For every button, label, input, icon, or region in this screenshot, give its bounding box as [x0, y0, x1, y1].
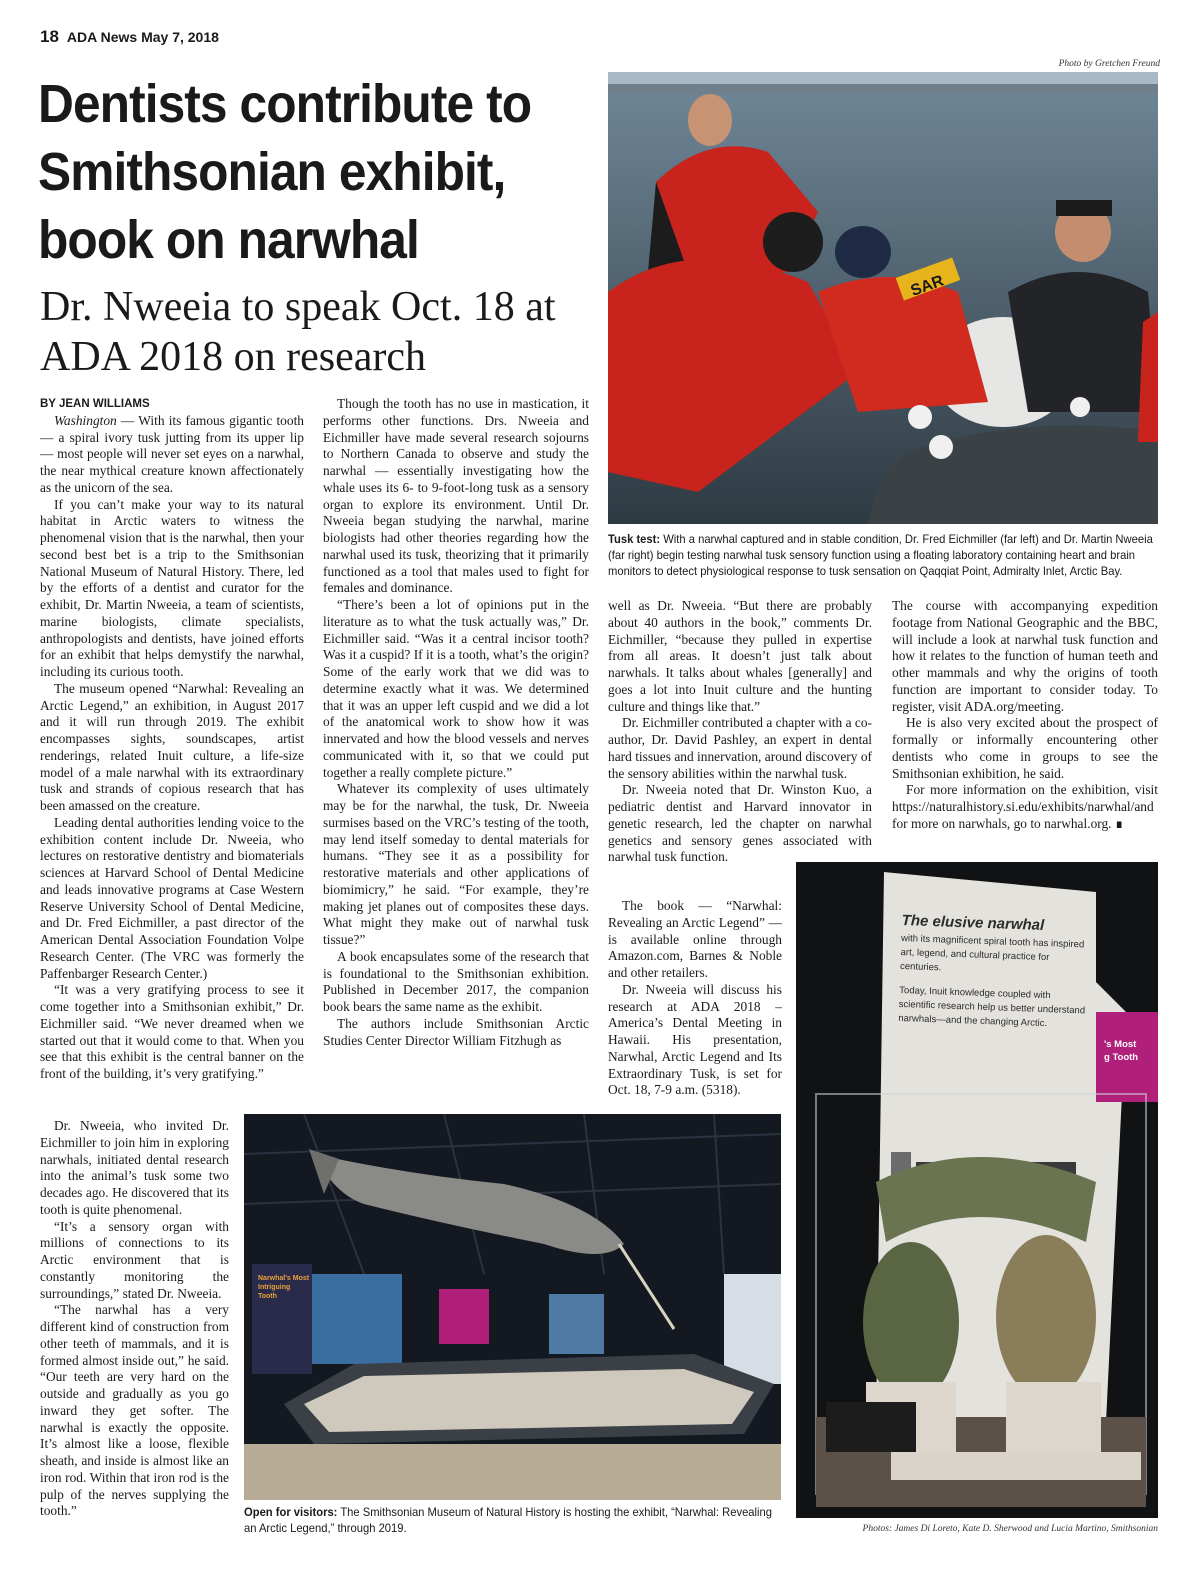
- paragraph: Dr. Nweeia, who invited Dr. Eichmiller to join him in exploring narwhals, initiated dental research into the animal’s tusk some two decades ago. He discovered that its tooth is quite phenomenal.: [40, 1118, 229, 1217]
- publication-date: ADA News May 7, 2018: [66, 29, 219, 45]
- paragraph: For more information on the exhibition, visit https://naturalhistory.si.edu/exhibits/narwhal/and for more on narwhals, go to narwhal.org. ∎: [892, 782, 1158, 831]
- caption-text: With a narwhal captured and in stable condition, Dr. Fred Eichmiller (far left) and Dr. Martin Nweeia (far right) begin testing narwhal tusk sensory function using a floating laboratory containing heart and brain monitors to detect physiological response to tusk sensation on Qaqqiat Point, Admiralty Inlet, Arctic Bay.: [608, 532, 1153, 578]
- exhibit-sign-text: [898, 912, 1092, 1033]
- paragraph: Dr. Nweeia will discuss his research at ADA 2018 – America’s Dental Meeting in Hawaii. His presentation, Narwhal, Arctic Legend and Its Extraordinary Tusk, is set for Oct. 18, 7-9 a.m. (5318).: [608, 981, 782, 1098]
- paragraph: Dr. Nweeia noted that Dr. Winston Kuo, a pediatric dentist and Harvard innovator in genetic research, led the chapter on narwhal genetics and sensory genes associated with narwhal tusk function.: [608, 782, 872, 865]
- tusk-test-photo: [608, 72, 1158, 524]
- caption-text: The Smithsonian Museum of Natural History is hosting the exhibit, “Narwhal: Revealing an Arctic Legend,” through 2019.: [244, 1505, 772, 1535]
- paragraph: Though the tooth has no use in mastication, it performs other functions. Drs. Nweeia and Eichmiller have made several research sojourns to Northern Canada to observe and study the narwhal — essentially investigating how the whale uses its 6- to 9-foot-long tusk as a sensory organ to explore its environment. Until Dr. Nweeia began studying the narwhal, marine biologists had other theories regarding how the narwhal used its tusk, theorizing that it primarily functioned as a tool that males used to fight for females and dominance.: [323, 396, 589, 596]
- paragraph: Whatever its complexity of uses ultimately may be for the narwhal, the tusk, Dr. Nweeia surmises based on the VRC’s testing of the tooth, may lend itself someday to dental materials for humans. “They see it as a possibility for restorative materials and other applications of biomimicry,” he said. “For example, they’re making jet planes out of composites these days. What might they make out of narwhal tusk tissue?”: [323, 781, 589, 947]
- article-column-1: [40, 396, 304, 1083]
- bottom-photo-credit: Photos: James Di Loreto, Kate D. Sherwood and Lucia Martino, Smithsonian: [862, 1524, 1158, 1534]
- exhibit-sculpture-photo: [796, 862, 1158, 1518]
- paragraph: well as Dr. Nweeia. “But there are probably about 40 authors in the book,” comments Dr. Eichmiller, “because they pulled in expertise from all areas. It doesn’t just talk about narwhals. It talks about whales [generally] and goes a lot into Inuit culture and the hunting culture and things like that.”: [608, 598, 872, 714]
- paragraph: “It’s a sensory organ with millions of connections to its Arctic environment that is constantly monitoring the surroundings,” stated Dr. Nweeia.: [40, 1218, 229, 1301]
- article-column-3-lower: [608, 898, 782, 1099]
- paragraph: “It was a very gratifying process to see it come together into a Smithsonian exhibit,” Dr. Eichmiller said. “We never dreamed when we started out that it would come to that. When you see that this exhibit is the central banner on the front of the building, it’s very gratifying.”: [40, 982, 304, 1081]
- paragraph: Dr. Eichmiller contributed a chapter with a co-author, Dr. David Pashley, an expert in dental hard tissues and innervation, around discovery of the sensory abilities within the narwhal tusk.: [608, 715, 872, 781]
- paragraph: Washington — With its famous gigantic tooth — a spiral ivory tusk jutting from its upper lip — most people will never set eyes on a narwhal, the near mythical creature known affectionately as the unicorn of the sea.: [40, 412, 304, 495]
- page-number: 18: [40, 27, 59, 46]
- article-column-4: [892, 598, 1158, 833]
- paragraph: The authors include Smithsonian Arctic Studies Center Director William Fitzhugh as: [323, 1015, 589, 1048]
- paragraph: He is also very excited about the prospect of formally or informally encountering other dentists who come in groups to see the Smithsonian exhibition, he said.: [892, 715, 1158, 781]
- top-photo-credit: Photo by Gretchen Freund: [1058, 59, 1160, 69]
- paragraph: “The narwhal has a very different kind of construction from other teeth of mammals, and it is formed almost inside out,” he said. “Our teeth are very hard on the outside and gradually as you go inward they get softer. The narwhal is exactly the opposite. It’s almost like a loose, flexible sheath, and inside is almost like an iron rod. Within that iron rod is the pulp of the nerves supplying the tooth.”: [40, 1302, 229, 1519]
- paragraph: The museum opened “Narwhal: Revealing an Arctic Legend,” an exhibition, in August 2017 and it will run through 2019. The exhibit encompasses sights, soundscapes, artist renderings, related Inuit culture, a life-size model of a male narwhal with its extraordinary tusk and strands of copious research that has been amassed on the creature.: [40, 680, 304, 813]
- caption-lead: Open for visitors:: [244, 1505, 338, 1519]
- paragraph: Leading dental authorities lending voice to the exhibition content include Dr. Nweeia, who lectures on restorative dentistry and biomaterials sciences at Harvard School of Dental Medicine and leads innovative programs at Case Western Reserve University School of Dental Medicine, and Dr. Fred Eichmiller, a past director of the American Dental Association Foundation Volpe Research Center. (The VRC was formerly the Paffenbarger Research Center.): [40, 814, 304, 981]
- tusk-test-caption: [608, 531, 1159, 579]
- deck-subheadline: Dr. Nweeia to speak Oct. 18 at ADA 2018 on research: [40, 284, 556, 380]
- dateline: Washington: [54, 412, 117, 428]
- museum-hall-photo: [244, 1114, 781, 1500]
- article-column-2: [323, 396, 589, 1049]
- paragraph: If you can’t make your way to its natural habitat in Arctic waters to witness the phenomenal vision that is the narwhal, then your second best bet is a trip to the Smithsonian National Museum of Natural History. There, led by the efforts of a dentist and curator for the exhibit, Dr. Martin Nweeia, a team of scientists, marine biologists, climate specialists, anthropologists and dentists, have joined efforts for an exhibit that helps demystify the narwhal, including its curious tooth.: [40, 496, 304, 679]
- folio: [40, 27, 219, 47]
- sign-paragraph: with its magnificent spiral tooth has inspired art, legend, and cultural practice for centuries.: [899, 932, 1085, 974]
- caption-lead: Tusk test:: [608, 532, 661, 546]
- paragraph: The course with accompanying expedition footage from National Geographic and the BBC, will include a look at narwhal tusk function and how it relates to the function of human teeth and other mammals and why the origins of tooth function are important to consider today. To register, visit ADA.org/meeting.: [892, 598, 1158, 714]
- byline: BY JEAN WILLIAMS: [40, 398, 150, 410]
- museum-banner-text: Narwhal's Most Intriguing Tooth: [258, 1275, 310, 1300]
- sign-title: The elusive narwhal: [901, 912, 1045, 934]
- exhibit-banner-text: 's Most g Tooth: [1104, 1039, 1139, 1063]
- article-column-3: [608, 598, 872, 866]
- headline: Dentists contribute to Smithsonian exhibit, book on narwhal: [38, 74, 532, 270]
- paragraph: “There’s been a lot of opinions put in the literature as to what the tusk actually was,” Dr. Eichmiller said. “Was it a central incisor tooth? Was it a cuspid? If it is a tooth, what’s the origin? Some of the early work that we did was to determine exactly what it was. We determined that it was an upper left cuspid and we did a lot of the anatomical work to show how it was innervated and how the blood vessels and nerves communicated with it, so that we could put together a really complete picture.”: [323, 597, 589, 780]
- suit-lettering: SAR: [908, 272, 947, 300]
- visitors-caption: [244, 1504, 776, 1536]
- sign-paragraph: Today, Inuit knowledge coupled with scientific research help us better understand narwhals—and the changing Arctic.: [898, 984, 1086, 1030]
- paragraph: A book encapsulates some of the research that is foundational to the Smithsonian exhibition. Published in December 2017, the companion book bears the same name as the exhibit.: [323, 948, 589, 1014]
- article-column-1-lower: [40, 1118, 229, 1520]
- paragraph: The book — “Narwhal: Revealing an Arctic Legend” — is available online through Amazon.com, Barnes & Noble and other retailers.: [608, 898, 782, 980]
